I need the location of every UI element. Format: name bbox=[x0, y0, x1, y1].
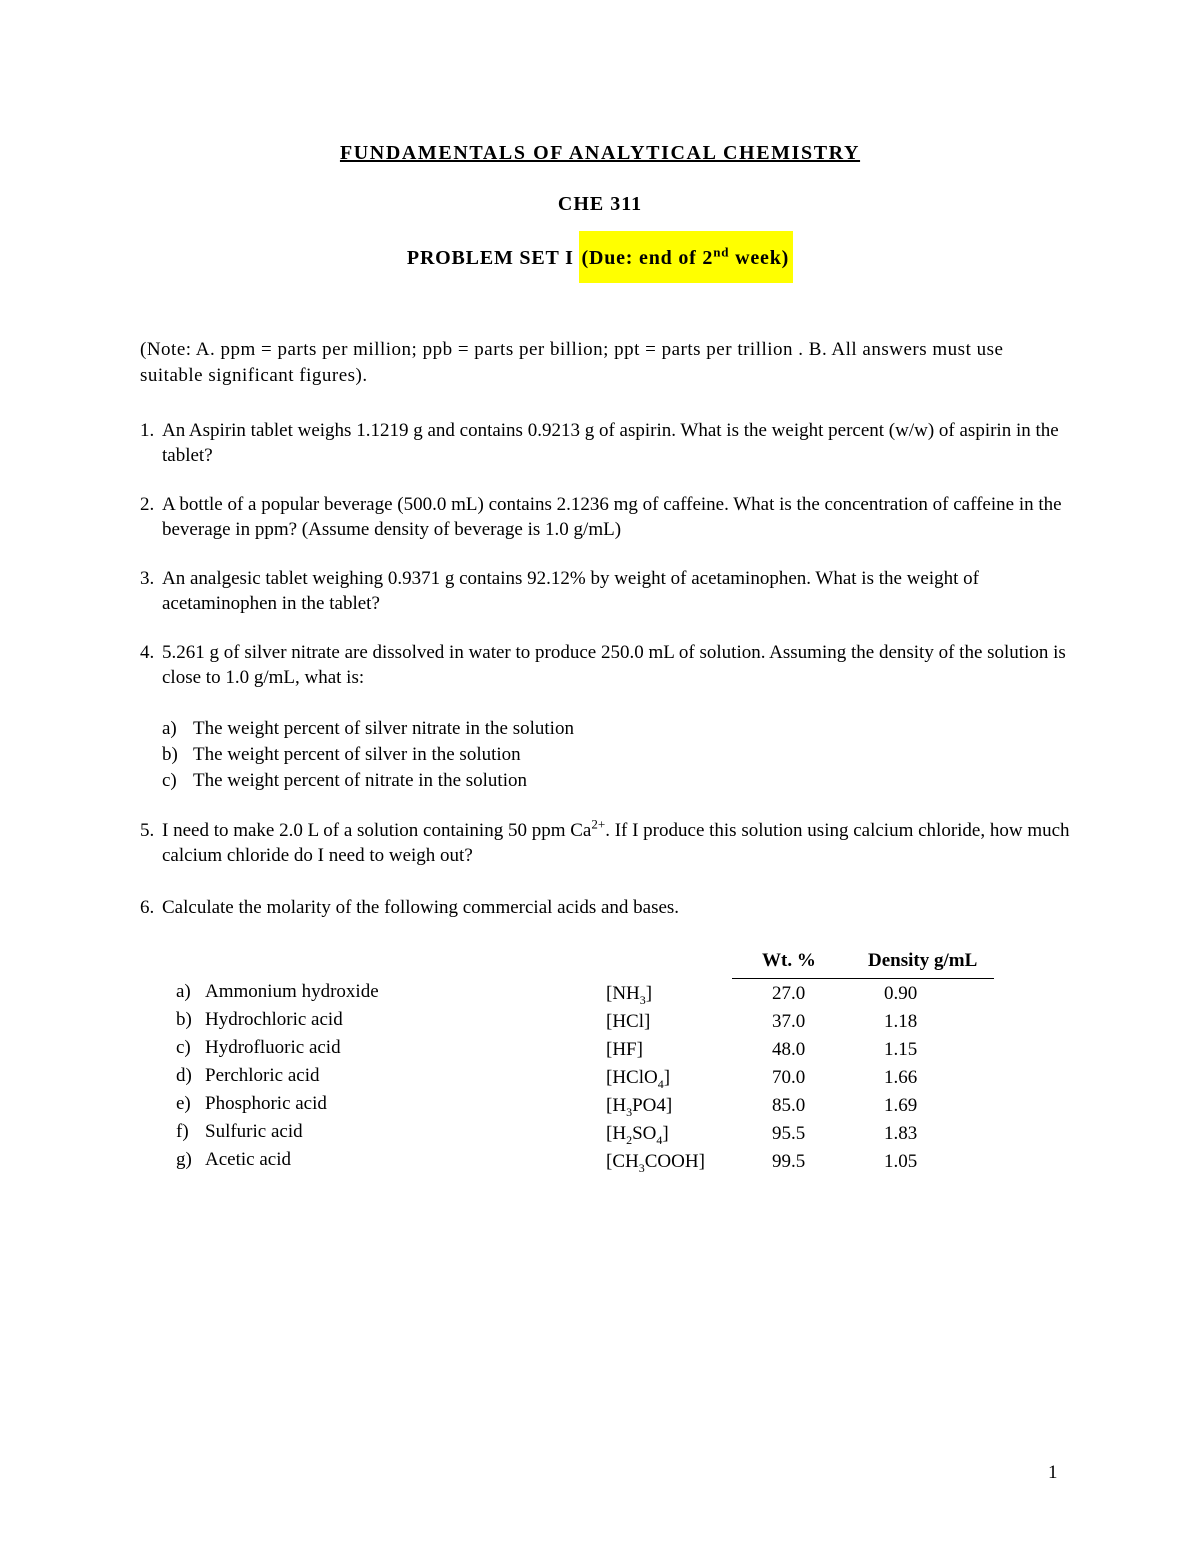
question-6 bbox=[140, 895, 1070, 920]
acid-name: Ammonium hydroxide bbox=[205, 981, 379, 1002]
question-number: 6. bbox=[140, 897, 155, 918]
weight-percent: 70.0 bbox=[772, 1067, 806, 1088]
formula-part: ] bbox=[645, 983, 653, 1004]
question-1 bbox=[140, 418, 1070, 468]
formula-subscript: 3 bbox=[638, 1160, 645, 1175]
formula-subscript: 3 bbox=[626, 1104, 633, 1119]
row-letter: g) bbox=[176, 1149, 192, 1170]
chemical-formula bbox=[606, 1123, 669, 1145]
question-text-part: I need to make 2.0 L of a solution containing 50 ppm Ca bbox=[162, 820, 592, 841]
question-text: Calculate the molarity of the following commercial acids and bases. bbox=[162, 897, 680, 918]
part-letter: c) bbox=[162, 770, 177, 791]
chemical-formula bbox=[606, 1151, 705, 1173]
chemical-formula: [HF] bbox=[606, 1039, 643, 1060]
formula-part: [NH bbox=[606, 983, 640, 1004]
question-number: 4. bbox=[140, 642, 155, 663]
formula-subscript: 4 bbox=[657, 1076, 664, 1091]
density-value: 1.05 bbox=[884, 1151, 918, 1172]
formula-part: SO bbox=[632, 1123, 657, 1144]
question-number: 2. bbox=[140, 494, 155, 515]
table-header-density: Density g/mL bbox=[868, 950, 978, 971]
table-row bbox=[0, 1065, 1200, 1093]
weight-percent: 85.0 bbox=[772, 1095, 806, 1116]
weight-percent: 27.0 bbox=[772, 983, 806, 1004]
weight-percent: 95.5 bbox=[772, 1123, 806, 1144]
weight-percent: 37.0 bbox=[772, 1011, 806, 1032]
table-row bbox=[0, 981, 1200, 1009]
acid-name: Hydrofluoric acid bbox=[205, 1037, 341, 1058]
acid-name: Perchloric acid bbox=[205, 1065, 320, 1086]
density-value: 1.69 bbox=[884, 1095, 918, 1116]
part-text: The weight percent of nitrate in the solution bbox=[193, 770, 527, 791]
question-5 bbox=[140, 818, 1070, 868]
part-text: The weight percent of silver nitrate in the solution bbox=[193, 718, 574, 739]
density-value: 1.83 bbox=[884, 1123, 918, 1144]
row-letter: d) bbox=[176, 1065, 192, 1086]
question-number: 1. bbox=[140, 420, 155, 441]
part-text: The weight percent of silver in the solution bbox=[193, 744, 521, 765]
due-date-highlight bbox=[579, 231, 793, 283]
question-text: An Aspirin tablet weighs 1.1219 g and contains 0.9213 g of aspirin. What is the weight percent (w/w) of aspirin in the tablet? bbox=[162, 420, 1059, 466]
row-letter: a) bbox=[176, 981, 191, 1002]
row-letter: e) bbox=[176, 1093, 191, 1114]
table-row bbox=[0, 1121, 1200, 1149]
acid-name: Acetic acid bbox=[205, 1149, 291, 1170]
part-letter: a) bbox=[162, 718, 177, 739]
question-text: A bottle of a popular beverage (500.0 mL) contains 2.1236 mg of caffeine. What is the concentration of caffeine in the beverage in ppm? (Assume density of beverage is 1.0 g/mL) bbox=[162, 494, 1062, 540]
formula-subscript: 3 bbox=[639, 992, 646, 1007]
formula-part: PO4] bbox=[632, 1095, 673, 1116]
formula-part: [CH bbox=[606, 1151, 639, 1172]
page-number: 1 bbox=[1048, 1462, 1058, 1483]
row-letter: f) bbox=[176, 1121, 189, 1142]
question-text bbox=[162, 818, 1070, 868]
problem-set-heading bbox=[0, 244, 1200, 270]
document-title: FUNDAMENTALS OF ANALYTICAL CHEMISTRY bbox=[339, 142, 861, 164]
question-number: 3. bbox=[140, 568, 155, 589]
problem-set-label: PROBLEM SET I bbox=[406, 247, 574, 269]
due-superscript: nd bbox=[713, 244, 730, 260]
formula-part: [HClO bbox=[606, 1067, 658, 1088]
formula-part: COOH] bbox=[644, 1151, 705, 1172]
question-2 bbox=[140, 492, 1070, 542]
density-value: 0.90 bbox=[884, 983, 918, 1004]
note-paragraph: (Note: A. ppm = parts per million; ppb = parts per billion; ppt = parts per trillion . B. All answers must use suitable significant figures). bbox=[140, 339, 1004, 386]
due-prefix: (Due: end of 2 bbox=[581, 247, 714, 269]
table-header-rule bbox=[732, 978, 994, 979]
table-row bbox=[0, 1093, 1200, 1121]
course-code: CHE 311 bbox=[557, 193, 643, 215]
chemical-formula bbox=[606, 1067, 670, 1089]
formula-part: ] bbox=[662, 1123, 669, 1144]
row-letter: b) bbox=[176, 1009, 192, 1030]
formula-part: [H bbox=[606, 1095, 627, 1116]
formula-subscript: 2 bbox=[626, 1132, 633, 1147]
question-text-part: . If I produce this solution using calcium chloride, how much calcium chloride do I need to weigh out? bbox=[162, 820, 1070, 866]
density-value: 1.18 bbox=[884, 1011, 918, 1032]
ion-charge: 2+ bbox=[591, 816, 606, 832]
weight-percent: 48.0 bbox=[772, 1039, 806, 1060]
row-letter: c) bbox=[176, 1037, 191, 1058]
question-text: 5.261 g of silver nitrate are dissolved in water to produce 250.0 mL of solution. Assuming the density of the solution is close to 1.0 g/mL, what is: bbox=[162, 642, 1066, 688]
table-row bbox=[0, 1149, 1200, 1177]
chemical-formula bbox=[606, 1095, 672, 1117]
acid-name: Phosphoric acid bbox=[205, 1093, 327, 1114]
density-value: 1.15 bbox=[884, 1039, 918, 1060]
due-suffix: week) bbox=[729, 247, 790, 269]
acid-name: Sulfuric acid bbox=[205, 1121, 303, 1142]
question-number: 5. bbox=[140, 820, 155, 841]
table-row bbox=[0, 1037, 1200, 1065]
part-letter: b) bbox=[162, 744, 178, 765]
weight-percent: 99.5 bbox=[772, 1151, 806, 1172]
question-4 bbox=[140, 640, 1070, 690]
density-value: 1.66 bbox=[884, 1067, 918, 1088]
question-text: An analgesic tablet weighing 0.9371 g contains 92.12% by weight of acetaminophen. What is the weight of acetaminophen in the tablet? bbox=[162, 568, 979, 614]
formula-part: ] bbox=[663, 1067, 671, 1088]
table-row bbox=[0, 1009, 1200, 1037]
acid-name: Hydrochloric acid bbox=[205, 1009, 343, 1030]
chemical-formula: [HCl] bbox=[606, 1011, 651, 1032]
formula-part: [H bbox=[606, 1123, 627, 1144]
chemical-formula bbox=[606, 983, 652, 1005]
table-header-wt: Wt. % bbox=[762, 950, 816, 971]
formula-subscript: 4 bbox=[656, 1132, 663, 1147]
question-3 bbox=[140, 566, 1070, 616]
